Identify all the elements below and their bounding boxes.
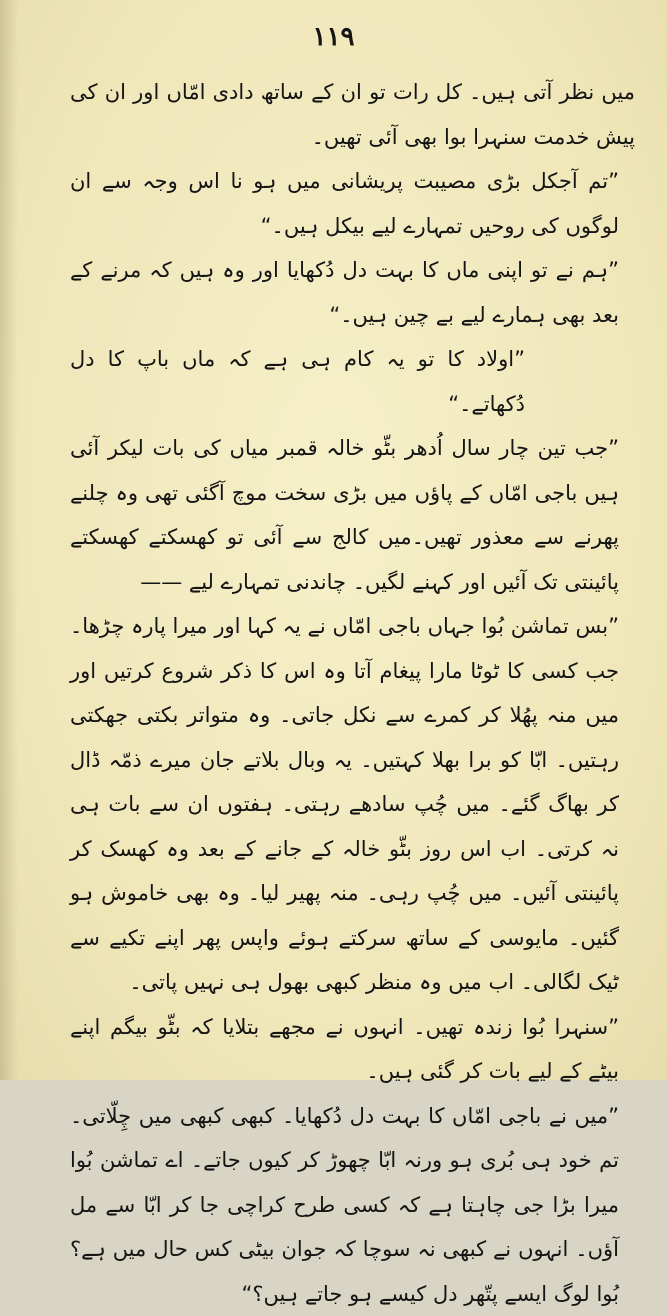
paragraph-1: میں نظر آتی ہیں۔ کل رات تو ان کے ساتھ دادی امّاں اور ان کی پیش خدمت سنہرا بوا بھی آئی تھیں۔ xyxy=(70,70,635,159)
paragraph-2: ”تم آجکل بڑی مصیبت پریشانی میں ہو نا اس وجہ سے ان لوگوں کی روحیں تمہارے لیے بیکل ہیں۔“ xyxy=(70,159,635,248)
paragraph-8: ”میں نے باجی امّاں کا بہت دل دُکھایا۔ کبھی کبھی میں چِلّاتی۔ تم خود ہی بُری ہو ورنہ ابّا چھوڑ کر کیوں جاتے۔ اے تماشن بُوا میرا بڑا جی چاہتا ہے کہ کسی طرح کراچی جا کر ابّا سے مل آؤں۔ انہوں نے کبھی نہ سوچا کہ جوان بیٹی کس حال میں ہے؟ بُوا لوگ ایسے پتّھر دل کیسے ہو جاتے ہیں؟“ xyxy=(70,1094,635,1316)
page-number: ۱۱۹ xyxy=(0,22,667,52)
paragraph-7: ”سنہرا بُوا زندہ تھیں۔ انہوں نے مجھے بتلایا کہ بٹّو بیگم اپنے بیٹے کے لیے بات کر گئی ہیں۔ xyxy=(70,1005,635,1094)
page-edge-shadow xyxy=(0,0,18,1080)
paragraph-3: ”ہم نے تو اپنی ماں کا بہت دل دُکھایا اور وہ ہیں کہ مرنے کے بعد بھی ہمارے لیے بے چین ہیں۔“ xyxy=(70,248,635,337)
paragraph-4: ”اولاد کا تو یہ کام ہی ہے کہ ماں باپ کا دل دُکھاتے۔“ xyxy=(70,337,635,426)
body-text xyxy=(70,70,635,1316)
paragraph-5: ”جب تین چار سال اُدھر بٹّو خالہ قمبر میاں کی بات لیکر آئی ہیں باجی امّاں کے پاؤں میں بڑی سخت موچ آگئی تھی وہ چلنے پھرنے سے معذور تھیں۔میں کالج سے آئی تو کھسکتے کھسکتے پائینتی تک آئیں اور کہنے لگیں۔ چاندنی تمہارے لیے —— xyxy=(70,426,635,604)
paragraph-6: ”بس تماشن بُوا جہاں باجی امّاں نے یہ کہا اور میرا پارہ چڑھا۔ جب کسی کا ٹوٹا مارا پیغام آتا وہ اس کا ذکر شروع کرتیں اور میں منہ پھُلا کر کمرے سے نکل جاتی۔ وہ متواتر بکتی جھکتی رہتیں۔ ابّا کو برا بھلا کہتیں۔ یہ وبال بلاتے جان میرے ذمّہ ڈال کر بھاگ گئے۔ میں چُپ سادھے رہتی۔ ہفتوں ان سے بات ہی نہ کرتی۔ اب اس روز بٹّو خالہ کے جانے کے بعد وہ کھسک کر پائینتی آئیں۔ میں چُپ رہی۔ منہ پھیر لیا۔ وہ بھی خاموش ہو گئیں۔ مایوسی کے ساتھ سرکتے ہوئے واپس پھر اپنے تکیے سے ٹیک لگالی۔ اب میں وہ منظر کبھی بھول ہی نہیں پاتی۔ xyxy=(70,604,635,1005)
